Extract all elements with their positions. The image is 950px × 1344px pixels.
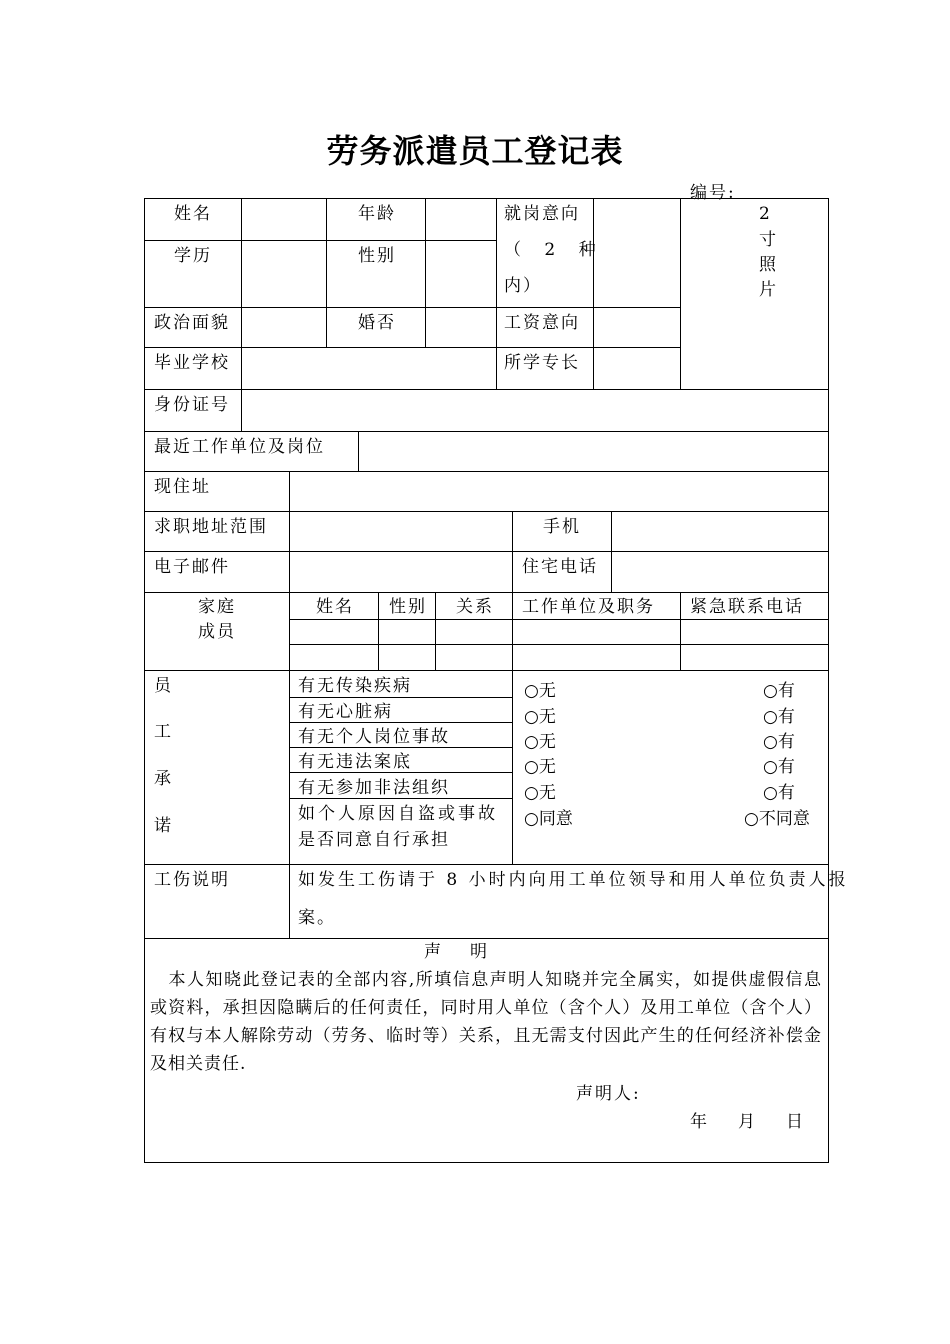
mobile-label: 手机 <box>543 517 581 537</box>
grid-line <box>289 747 512 748</box>
declaration-title: 声 明 <box>424 942 493 962</box>
job-intent-label: （ 2 种 <box>504 240 605 260</box>
grid-line <box>144 938 829 939</box>
age-label: 年龄 <box>358 204 396 224</box>
photo-label: 照 <box>759 255 778 275</box>
declarant-label: 声明人: <box>576 1084 641 1104</box>
option-no-radio[interactable]: ○无 <box>524 707 556 727</box>
job-intent-label: 内） <box>504 276 542 296</box>
date-day-label: 日 <box>786 1112 805 1132</box>
form-title: 劳务派遣员工登记表 <box>326 132 624 170</box>
recent-work-field[interactable] <box>359 432 828 471</box>
grid-line <box>144 670 829 671</box>
salary-intent-label: 工资意向 <box>504 313 580 333</box>
grid-line <box>512 670 513 864</box>
grid-line <box>512 511 513 592</box>
major-label: 所学专长 <box>504 353 580 373</box>
commitment-question: 如个人原因自盗或事故 <box>298 804 498 824</box>
option-yes-radio[interactable]: ○有 <box>763 707 795 727</box>
option-agree-radio[interactable]: ○同意 <box>524 809 573 829</box>
id-number-field[interactable] <box>242 390 828 431</box>
commitment-question: 有无心脏病 <box>298 702 393 722</box>
recent-work-label: 最近工作单位及岗位 <box>154 437 325 457</box>
option-no-radio[interactable]: ○无 <box>524 783 556 803</box>
home-phone-field[interactable] <box>612 552 828 592</box>
id-number-label: 身份证号 <box>154 395 230 415</box>
job-intent-label: 就岗意向 <box>504 204 580 224</box>
age-field[interactable] <box>426 199 496 240</box>
grid-line <box>144 864 829 865</box>
date-month-label: 月 <box>738 1112 757 1132</box>
email-field[interactable] <box>290 552 512 592</box>
photo-area[interactable] <box>681 199 828 389</box>
name-field[interactable] <box>242 199 326 240</box>
option-yes-radio[interactable]: ○有 <box>763 732 795 752</box>
home-phone-label: 住宅电话 <box>522 557 598 577</box>
gender-label: 性别 <box>358 246 396 266</box>
family-header-work: 工作单位及职务 <box>522 597 655 617</box>
commitment-label: 诺 <box>154 816 173 836</box>
commitment-question: 有无个人岗位事故 <box>298 727 450 747</box>
commitment-question: 是否同意自行承担 <box>298 830 450 850</box>
commitment-label: 员 <box>154 676 173 696</box>
family-label: 成员 <box>198 622 236 642</box>
option-disagree-radio[interactable]: ○不同意 <box>744 809 810 829</box>
political-status-label: 政治面貌 <box>154 313 230 333</box>
family-label: 家庭 <box>198 597 236 617</box>
commitment-question: 有无违法案底 <box>298 752 412 772</box>
job-intent-field[interactable] <box>594 199 680 307</box>
injury-text: 案。 <box>298 908 336 928</box>
family-row[interactable] <box>290 645 828 670</box>
grid-line <box>496 198 497 389</box>
name-label: 姓名 <box>174 204 212 224</box>
major-field[interactable] <box>594 348 680 389</box>
family-header-phone: 紧急联系电话 <box>690 597 804 617</box>
address-label: 现住址 <box>154 477 211 497</box>
injury-label: 工伤说明 <box>154 870 230 890</box>
education-field[interactable] <box>242 241 326 307</box>
marital-field[interactable] <box>426 308 496 347</box>
address-field[interactable] <box>290 472 828 511</box>
date-year-label: 年 <box>690 1112 709 1132</box>
grid-line <box>289 697 512 698</box>
serial-number-label: 编号: <box>690 183 736 203</box>
commitment-question: 有无参加非法组织 <box>298 778 450 798</box>
option-yes-radio[interactable]: ○有 <box>763 681 795 701</box>
family-header-name: 姓名 <box>316 597 354 617</box>
school-label: 毕业学校 <box>154 353 230 373</box>
grid-line <box>326 198 327 348</box>
photo-label: 2 <box>759 204 772 224</box>
marital-label: 婚否 <box>358 313 396 333</box>
option-no-radio[interactable]: ○无 <box>524 732 556 752</box>
gender-field[interactable] <box>426 241 496 307</box>
commitment-question: 有无传染疾病 <box>298 676 412 696</box>
option-yes-radio[interactable]: ○有 <box>763 783 795 803</box>
job-area-field[interactable] <box>290 512 512 551</box>
mobile-field[interactable] <box>612 512 828 551</box>
option-no-radio[interactable]: ○无 <box>524 681 556 701</box>
grid-line <box>144 592 829 593</box>
grid-line <box>289 722 512 723</box>
education-label: 学历 <box>174 246 212 266</box>
commitment-label: 工 <box>154 722 173 742</box>
grid-line <box>289 772 512 773</box>
political-status-field[interactable] <box>242 308 326 347</box>
family-row[interactable] <box>290 620 828 644</box>
family-header-gender: 性别 <box>389 597 427 617</box>
option-no-radio[interactable]: ○无 <box>524 757 556 777</box>
photo-label: 寸 <box>759 230 778 250</box>
school-field[interactable] <box>242 348 496 389</box>
salary-intent-field[interactable] <box>594 308 680 347</box>
job-area-label: 求职地址范围 <box>154 517 268 537</box>
email-label: 电子邮件 <box>154 557 230 577</box>
option-yes-radio[interactable]: ○有 <box>763 757 795 777</box>
family-header-relation: 关系 <box>456 597 494 617</box>
injury-text: 如发生工伤请于 8 小时内向用工单位领导和用人单位负责人报 <box>298 870 849 890</box>
grid-line <box>289 798 512 799</box>
declaration-body: 本人知晓此登记表的全部内容,所填信息声明人知晓并完全属实，如提供虚假信息或资料，承担因隐瞒后的任何责任，同时用人单位（含个人）及用工单位（含个人）有权与本人解除劳动（劳务、临时等）关系，且无需支付因此产生的任何经济补偿金及相关责任. <box>150 970 822 1074</box>
photo-label: 片 <box>759 280 778 300</box>
commitment-label: 承 <box>154 769 173 789</box>
